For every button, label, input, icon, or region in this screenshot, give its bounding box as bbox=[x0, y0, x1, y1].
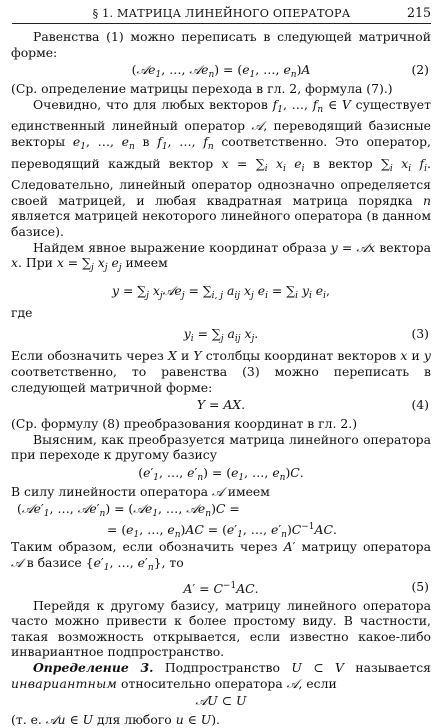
body-text bbox=[11, 29, 431, 728]
definition-label: Определение 3. bbox=[33, 660, 154, 676]
equation-number: (4) bbox=[411, 397, 429, 413]
paragraph-7: Выясним, как преобразуется матрица линейного оператора при переходе к другому базису bbox=[11, 431, 431, 463]
paragraph-9: Таким образом, если обозначить через A′ матрицу оператора 𝒜 в базисе {$e'_1$, …, $e'_n$}, то bbox=[11, 539, 431, 574]
equation-5: $A' = C^{-1}AC$. (5) bbox=[183, 578, 429, 596]
paragraph-10: Перейдя к другому базису, матрицу линейного оператора часто можно привести к более простому виду. В частности, такая возможность открывается, если известно какое-либо инвариантное подпространство. bbox=[11, 597, 431, 660]
page-number: 215 bbox=[406, 5, 431, 20]
paragraph-3: Очевидно, что для любых векторов $f_1$, …, $f_n$ ∈ V существует единственный линейный оператор 𝒜, переводящий базисные векторы $e_1$, …, $e_n$ в $f_1$, …, $f_n$ соответственно. Это оператор, переводящий каждый вектор $x = \sum_i$ $x_i$ $e_i$ в вектор $\sum_i$ $x_i$ $f_i$. Следовательно, линейный оператор однозначно определяется своей матрицей, и любая квадратная матрица порядка n является матрицей некоторого линейного оператора (в данном базисе). bbox=[11, 96, 431, 239]
paragraph-6: (Ср. формулу (8) преобразования координат в гл. 2.) bbox=[11, 416, 358, 432]
paragraph-8: В силу линейности оператора 𝒜 имеем bbox=[11, 483, 270, 499]
where-label: где bbox=[11, 304, 33, 320]
paragraph-5: Если обозначить через X и Y столбцы координат векторов x и y соответственно, то равенства (3) можно переписать в следующей матричной форме: bbox=[11, 348, 431, 395]
equation-number: (5) bbox=[411, 578, 429, 594]
equation-number: (3) bbox=[411, 326, 429, 342]
equation-3: $y_i = \sum_j$ $a_{ij}$ $x_j$. (3) bbox=[11, 322, 431, 346]
equation-basis-change: ($e'_1$, …, $e'_n) = (e_1$, …, $e_n)C$. bbox=[138, 464, 304, 483]
equation-4: Y = AX. (4) bbox=[196, 397, 429, 413]
section-title: § 1. МАТРИЦА ЛИНЕЙНОГО ОПЕРАТОРА bbox=[92, 7, 351, 20]
paragraph-4: Найдем явное выражение координат образа y = 𝒜x вектора x. При $x = \sum_j$ $x_j$ $e_j$ имеем bbox=[11, 239, 431, 274]
equation-invariance: 𝒜U ⊂ U bbox=[195, 693, 247, 709]
equation-derivation-line-2: = ($e_1$, …, $e_n)AC = (e'_1$, …, $e'_n)C^{-1}AC$. bbox=[107, 522, 337, 541]
paragraph-last: (т. е. 𝒜u ∈ U для любого u ∈ U). bbox=[11, 712, 220, 728]
equation-2: (𝒜e$_1$, …, 𝒜e$_n$) = ($e_1$, …, $e_n)A$ (2) bbox=[131, 62, 429, 81]
equation-derivation-line-1: ($𝒜e'_1$, …, $𝒜e'_n$) = (𝒜e$_1$, …, 𝒜e$_n$)C = bbox=[17, 501, 240, 520]
definition-3: Определение 3. Подпространство U ⊂ V называется инвариантным относительно оператора 𝒜, если bbox=[11, 660, 431, 691]
running-header bbox=[12, 5, 431, 24]
paragraph-1: Равенства (1) можно переписать в следующей матричной форме: bbox=[11, 29, 431, 60]
paragraph-2: (Ср. определение матрицы перехода в гл. 2, формула (7).) bbox=[11, 81, 393, 97]
defined-term: инвариантным bbox=[11, 675, 118, 691]
equation-number: (2) bbox=[411, 62, 429, 78]
equation-image-coordinates: $y = \sum_j$ $x_j𝒜e_j = \sum_{i, j}$ $a_{ij}$ $x_j$ $e_i = \sum_i$ $y_i$ $e_i$, bbox=[112, 282, 330, 301]
